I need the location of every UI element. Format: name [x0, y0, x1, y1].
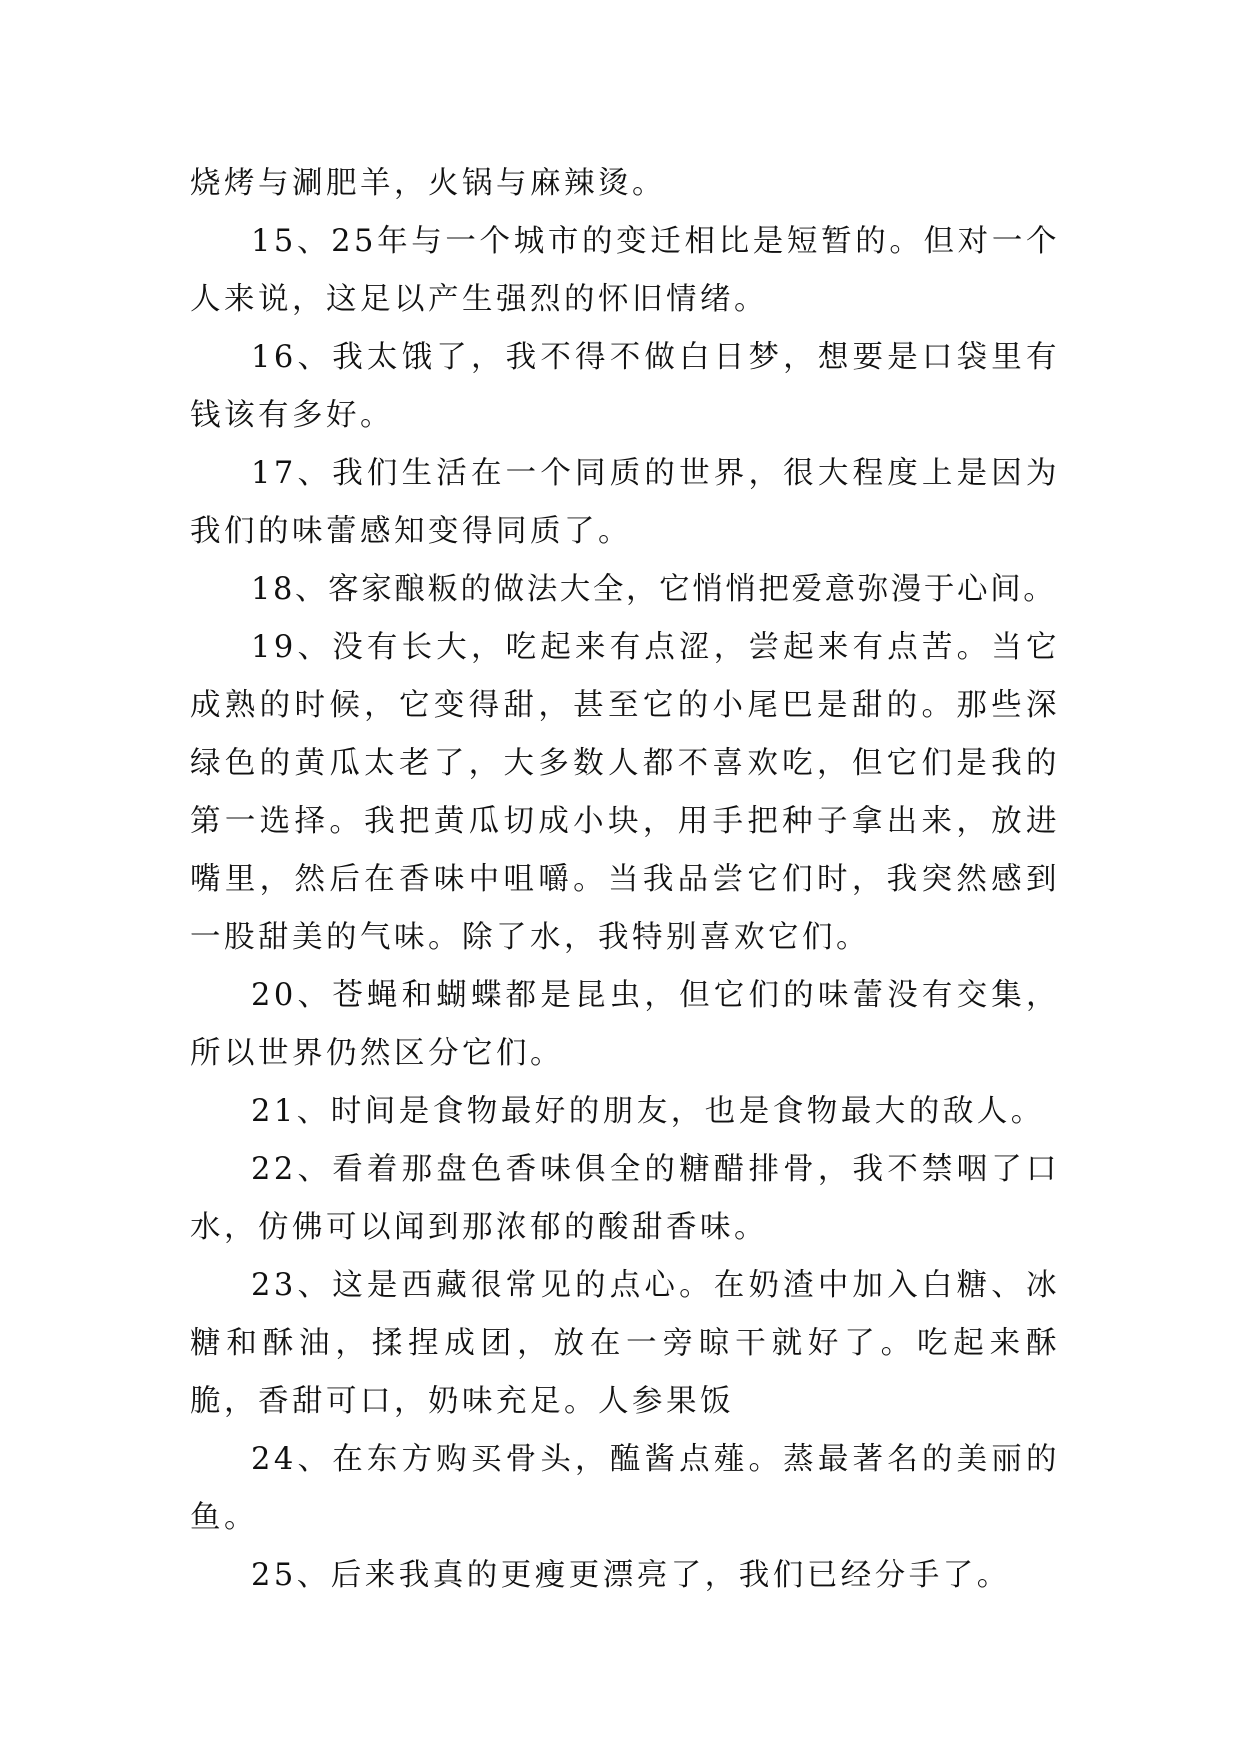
paragraph-14-continuation: 烧烤与涮肥羊，火锅与麻辣烫。 [190, 166, 666, 201]
paragraph-24: 24、在东方购买骨头，醢酱点薤。蒸最著名的美丽的鱼。 [190, 1442, 1060, 1535]
paragraph-21: 21、时间是食物最好的朋友，也是食物最大的敌人。 [251, 1094, 1045, 1129]
paragraph-22: 22、看着那盘色香味俱全的糖醋排骨，我不禁咽了口水，仿佛可以闻到那浓郁的酸甜香味。 [190, 1152, 1060, 1245]
paragraph-20: 20、苍蝇和蝴蝶都是昆虫，但它们的味蕾没有交集，所以世界仍然区分它们。 [190, 978, 1060, 1071]
paragraph-25: 25、后来我真的更瘦更漂亮了，我们已经分手了。 [251, 1558, 1011, 1593]
paragraph-17: 17、我们生活在一个同质的世界，很大程度上是因为我们的味蕾感知变得同质了。 [190, 456, 1060, 549]
paragraph-19: 19、没有长大，吃起来有点涩，尝起来有点苦。当它成熟的时候，它变得甜，甚至它的小尾巴是甜的。那些深绿色的黄瓜太老了，大多数人都不喜欢吃，但它们是我的第一选择。我把黄瓜切成小块，用手把种子拿出来，放进嘴里，然后在香味中咀嚼。当我品尝它们时，我突然感到一股甜美的气味。除了水，我特别喜欢它们。 [190, 630, 1060, 955]
paragraph-23: 23、这是西藏很常见的点心。在奶渣中加入白糖、冰糖和酥油，揉捏成团，放在一旁晾干就好了。吃起来酥脆，香甜可口，奶味充足。人参果饭 [190, 1268, 1060, 1419]
paragraph-16: 16、我太饿了，我不得不做白日梦，想要是口袋里有钱该有多好。 [190, 340, 1060, 433]
paragraph-15: 15、25年与一个城市的变迁相比是短暂的。但对一个人来说，这足以产生强烈的怀旧情绪。 [190, 224, 1060, 317]
document-body [190, 155, 1060, 1605]
paragraph-18: 18、客家酿粄的做法大全，它悄悄把爱意弥漫于心间。 [251, 572, 1057, 607]
